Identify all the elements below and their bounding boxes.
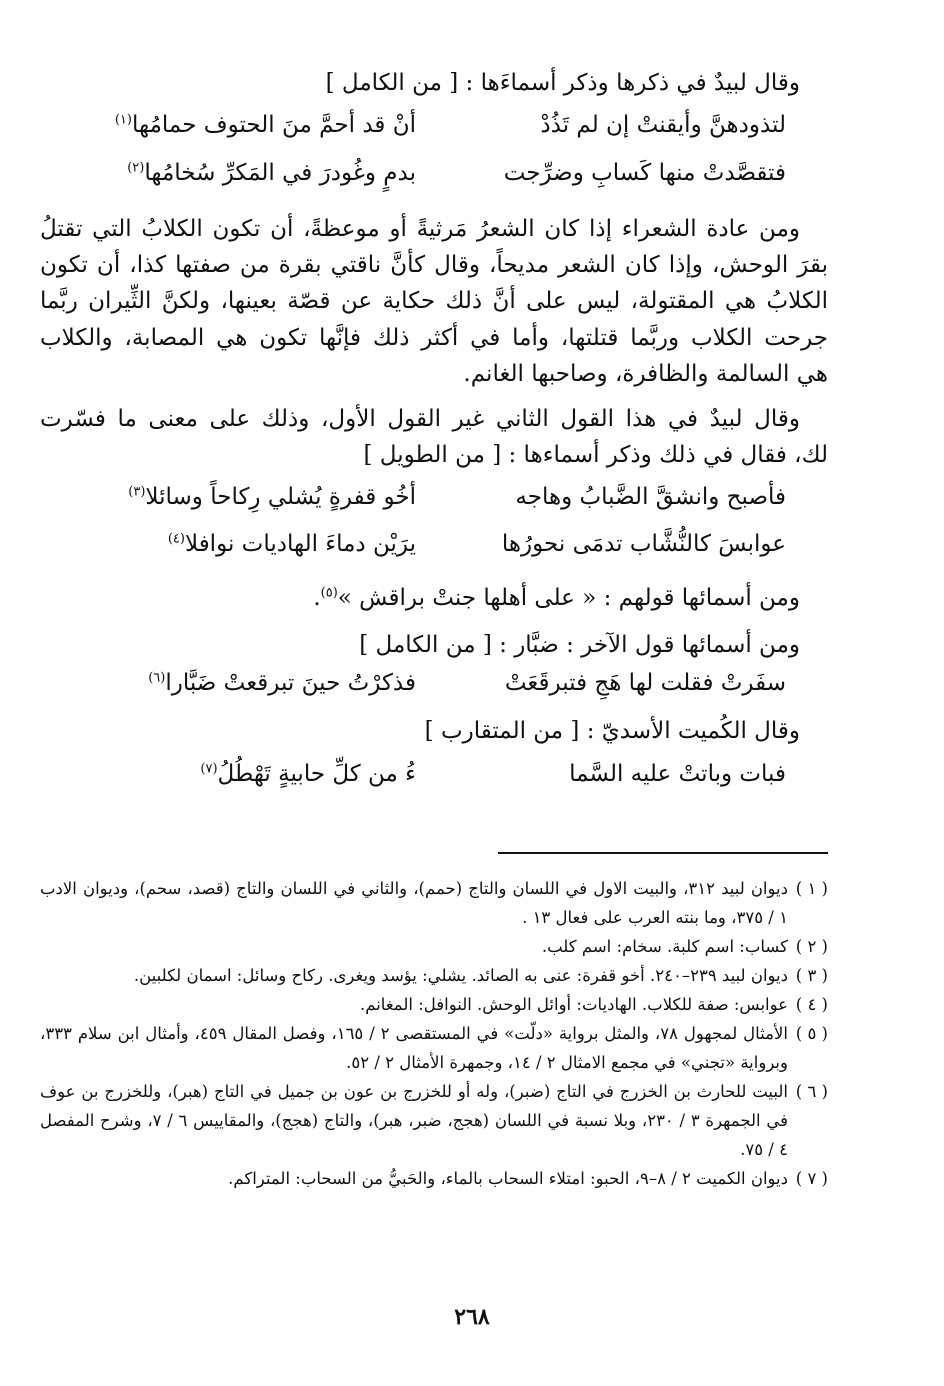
footnote-number: ( ٢ )	[795, 937, 828, 956]
footnote-number: ( ٥ )	[795, 1024, 828, 1043]
footnote-ref-5[interactable]: (٥)	[320, 585, 338, 601]
page-number: ٢٦٨	[454, 1304, 490, 1330]
footnote-text: ديوان لبيد ٣١٢، والبيت الاول في اللسان والتاج (حمم)، والثاني في اللسان والتاج (قصد، سحم)، وديوان الادب ١ / ٣٧٥، وما بنته العرب على فعال ١٣ .	[40, 879, 788, 927]
verse-2	[40, 156, 828, 192]
footnote-number: ( ٦ )	[795, 1082, 828, 1101]
footnote-ref-6[interactable]: (٦)	[148, 670, 166, 686]
footnote-ref-1[interactable]: (١)	[114, 112, 132, 128]
footnote-number: ( ٤ )	[795, 995, 828, 1014]
footnote-ref-2[interactable]: (٢)	[127, 160, 145, 176]
paragraph-line: وقال لبيدٌ في هذا القول الثاني غير القول الأول، وذلك على معنى ما فسّرت	[40, 406, 800, 432]
intro-line: وقال لبيدٌ في ذكرها وذكر أسماءَها : [ من الكامل ]	[325, 70, 800, 96]
footnote-1	[40, 874, 828, 932]
verse-3	[40, 480, 828, 516]
verse-1	[40, 108, 828, 144]
footnote-text: البيت للحارث بن الخزرج في التاج (ضبر)، وله أو للخزرج بن عون بن جميل في التاج (هبر)، وللخزرج بن عوف في الجمهرة ٣ / ٢٣٠، وبلا نسبة في اللسان (هجج، ضبر، هبر)، والتاج (هجج)، والمقاييس ٦ / ٧، وشرح المفصل ٤ / ٧٥.	[40, 1082, 788, 1159]
footnote-4	[40, 990, 828, 1019]
paragraph-line: جرحت الكلاب وربَّما قتلتها، وأما في أكثر ذلك فإنَّها تكون هي المصابة، والكلاب	[40, 325, 828, 351]
verse-4-first-hemistich: عوابسَ كالنُّشَّاب تدمَى نحورُها	[501, 531, 786, 557]
paragraph-line: الكلابُ هي المقتولة، ليس على أنَّ ذلك حكاية عن قصّة بعينها، ولكنَّ الثِّيران ربَّما	[40, 288, 828, 314]
footnote-ref-3[interactable]: (٣)	[128, 484, 146, 500]
verse-5	[40, 666, 828, 702]
paragraph-line: بقرَ الوحش، وإذا كان الشعر مديحاً، وقال كأنَّ ناقتي بقرة من صفتها كذا، أن تكون	[40, 252, 828, 278]
footnote-6	[40, 1077, 828, 1164]
verse-3-first-hemistich: فأصبح وانشقَّ الضَّبابُ وهاجه	[515, 484, 786, 510]
verse-5-second-hemistich: فذكرْتُ حينَ تبرقعتْ ضَبَّارا$^{(٦)}$	[148, 670, 416, 696]
paragraph-line: ومن عادة الشعراء إذا كان الشعرُ مَرثيةً أو موعظةً، أن تكون الكلابُ التي تقتلُ	[40, 216, 800, 242]
footnote-ref-4[interactable]: (٤)	[167, 531, 185, 547]
footnote-text: كساب: اسم كلبة. سخام: اسم كلب.	[541, 937, 788, 956]
verse-1-first-hemistich: لتذودهنَّ وأيقنتْ إن لم تَذُدْ	[540, 112, 786, 138]
paragraph-line: هي السالمة والظافرة، وصاحبها الغانم.	[463, 361, 828, 387]
footnote-text: الأمثال لمجهول ٧٨، والمثل برواية «دلّت» في المستقصى ٢ / ١٦٥، وفصل المقال ٤٥٩، وأمثال ابن سلام ٣٣٣، وبرواية «تجني» في مجمع الامثال ٢ / ١٤، وجمهرة الأمثال ٢ / ٥٢.	[40, 1024, 788, 1072]
footnote-number: ( ٣ )	[795, 966, 828, 985]
footnote-number: ( ١ )	[795, 879, 828, 898]
verse-1-second-hemistich: أنْ قد أحمَّ منَ الحتوف حمامُها$^{(١)}$	[114, 112, 416, 138]
footnote-ref-7[interactable]: (٧)	[200, 761, 218, 777]
proverb-line: ومن أسمائها قولهم : « على أهلها جنتْ براقش »$^{(٥)}$.	[313, 585, 800, 611]
footnote-2	[40, 932, 828, 961]
paragraph-line: لك، فقال في ذلك وذكر أسماءها : [ من الطويل ]	[363, 442, 828, 468]
footnote-separator	[498, 852, 828, 854]
footnote-number: ( ٧ )	[795, 1169, 828, 1188]
footnotes	[40, 874, 828, 1193]
intro-line: ومن أسمائها قول الآخر : ضبَّار : [ من الكامل ]	[359, 632, 800, 658]
footnote-text: ديوان الكميت ٢ / ٨–٩، الحبو: امتلاء السحاب بالماء، والحَبيُّ من السحاب: المتراكم.	[228, 1169, 788, 1188]
footnote-7	[40, 1164, 828, 1193]
verse-6-first-hemistich: فبات وباتتْ عليه السَّما	[569, 761, 786, 787]
page	[40, 58, 828, 1358]
verse-4	[40, 527, 828, 563]
verse-4-second-hemistich: يرَيْن دماءَ الهاديات نوافلا$^{(٤)}$	[167, 531, 416, 557]
footnote-text: ديوان لبيد ٢٣٩–٢٤٠. أخو قفرة: عنى به الصائد. يشلي: يؤسد ويغرى. ركاح وسائل: اسمان لكلبين.	[133, 966, 788, 985]
verse-2-first-hemistich: فتقصَّدتْ منها كَسابِ وضرِّجت	[503, 160, 786, 186]
footnote-5	[40, 1019, 828, 1077]
verse-5-first-hemistich: سفَرتْ فقلت لها هَجِ فتبرقَعَتْ	[504, 670, 786, 696]
verse-2-second-hemistich: بدمٍ وغُودرَ في المَكرِّ سُخامُها$^{(٢)}$	[127, 160, 416, 186]
verse-6-second-hemistich: ءُ من كلِّ حابيةٍ تَهْطُلُ$^{(٧)}$	[200, 761, 416, 787]
verse-6	[40, 757, 828, 793]
intro-line: وقال الكُميت الأسديّ : [ من المتقارب ]	[424, 718, 800, 744]
footnote-text: عوابس: صفة للكلاب. الهاديات: أوائل الوحش. النوافل: المغانم.	[359, 995, 788, 1014]
footnote-3	[40, 961, 828, 990]
verse-3-second-hemistich: أخُو قفرةٍ يُشلي رِكاحاً وسائلا$^{(٣)}$	[128, 484, 416, 510]
